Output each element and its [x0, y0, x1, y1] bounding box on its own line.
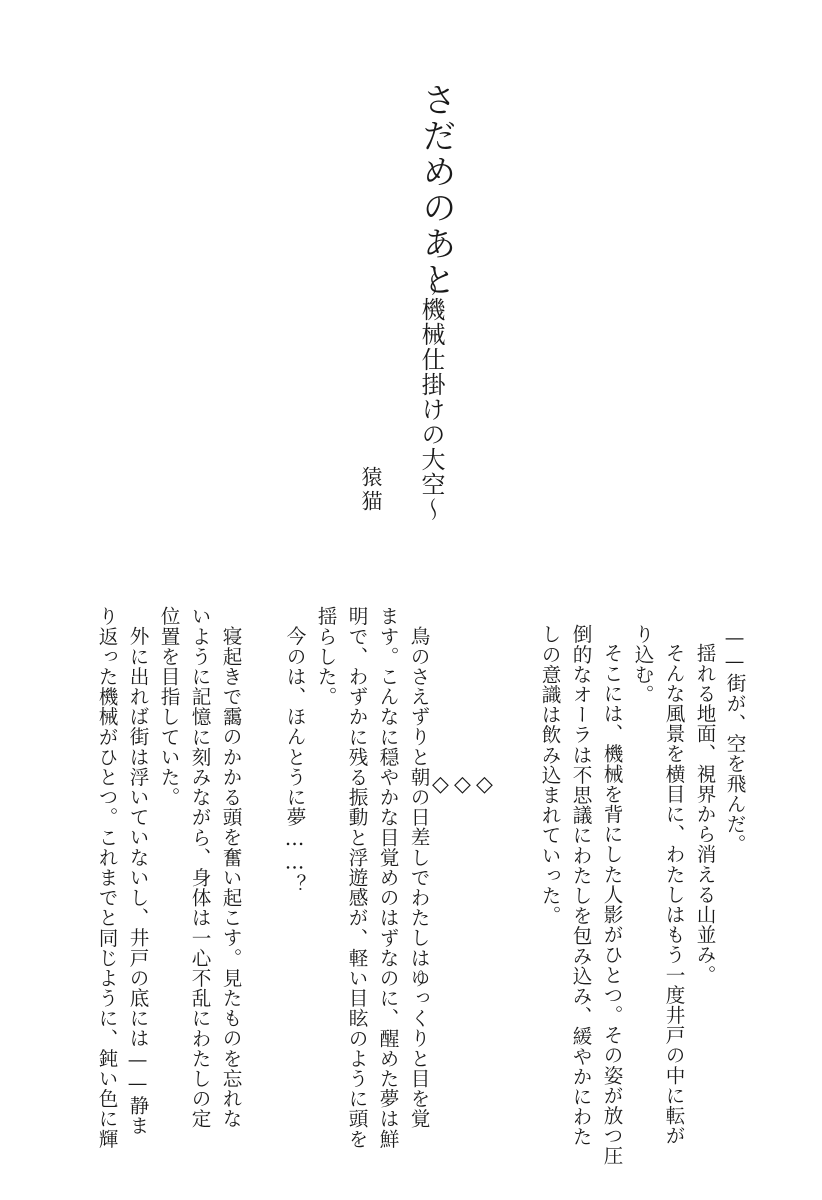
diamond-icon: ◇ — [472, 772, 497, 797]
author-name: 猿猫 — [359, 466, 383, 514]
body-line: そこには、機械を背にした人影がひとつ。その姿が放つ圧 — [600, 643, 623, 1166]
body-line: り返った機械がひとつ。これまでと同じように、鈍い色に輝 — [95, 606, 118, 1149]
body-line: ——街が、空を飛んだ。 — [723, 626, 746, 854]
body-line: しの意識は飲み込まれていった。 — [538, 624, 561, 926]
body-line: 明で、わずかに残る振動と浮遊感が、軽い目眩のように頭を — [345, 606, 368, 1149]
diamond-icon: ◇ — [450, 772, 475, 797]
body-line: 外に出れば街は浮いていないし、井戸の底には——静ま — [126, 626, 149, 1136]
body-line: 揺らした。 — [314, 606, 337, 707]
body-line: そんな風景を横目に、わたしはもう一度井戸の中に転が — [662, 643, 685, 1146]
body-line: いように記憶に刻みながら、身体は一心不乱にわたしの定 — [188, 606, 211, 1129]
diamond-icon: ◇ — [428, 772, 453, 797]
body-line: ます。こんなに穏やかな目覚めのはずなのに、醒めた夢は鮮 — [376, 606, 399, 1149]
story-title: さだめのあと — [416, 82, 456, 298]
body-line: 鳥のさえずりと朝の日差しでわたしはゆっくりと目を覚 — [407, 626, 430, 1129]
body-line: り込む。 — [631, 624, 654, 705]
section-break — [428, 772, 497, 835]
body-line: 今のは、ほんとうに夢……？ — [283, 626, 306, 895]
story-subtitle: 〜機械仕掛けの大空〜 — [417, 272, 445, 522]
body-line: 位置を目指していた。 — [157, 606, 180, 807]
body-line: 寝起きで靄のかかる頭を奮い起こす。見たものを忘れな — [219, 626, 242, 1129]
body-line: 倒的なオーラは不思議にわたしを包み込み、緩やかにわた — [569, 624, 592, 1147]
body-line: 揺れる地面、視界から消える山並み。 — [693, 643, 716, 985]
